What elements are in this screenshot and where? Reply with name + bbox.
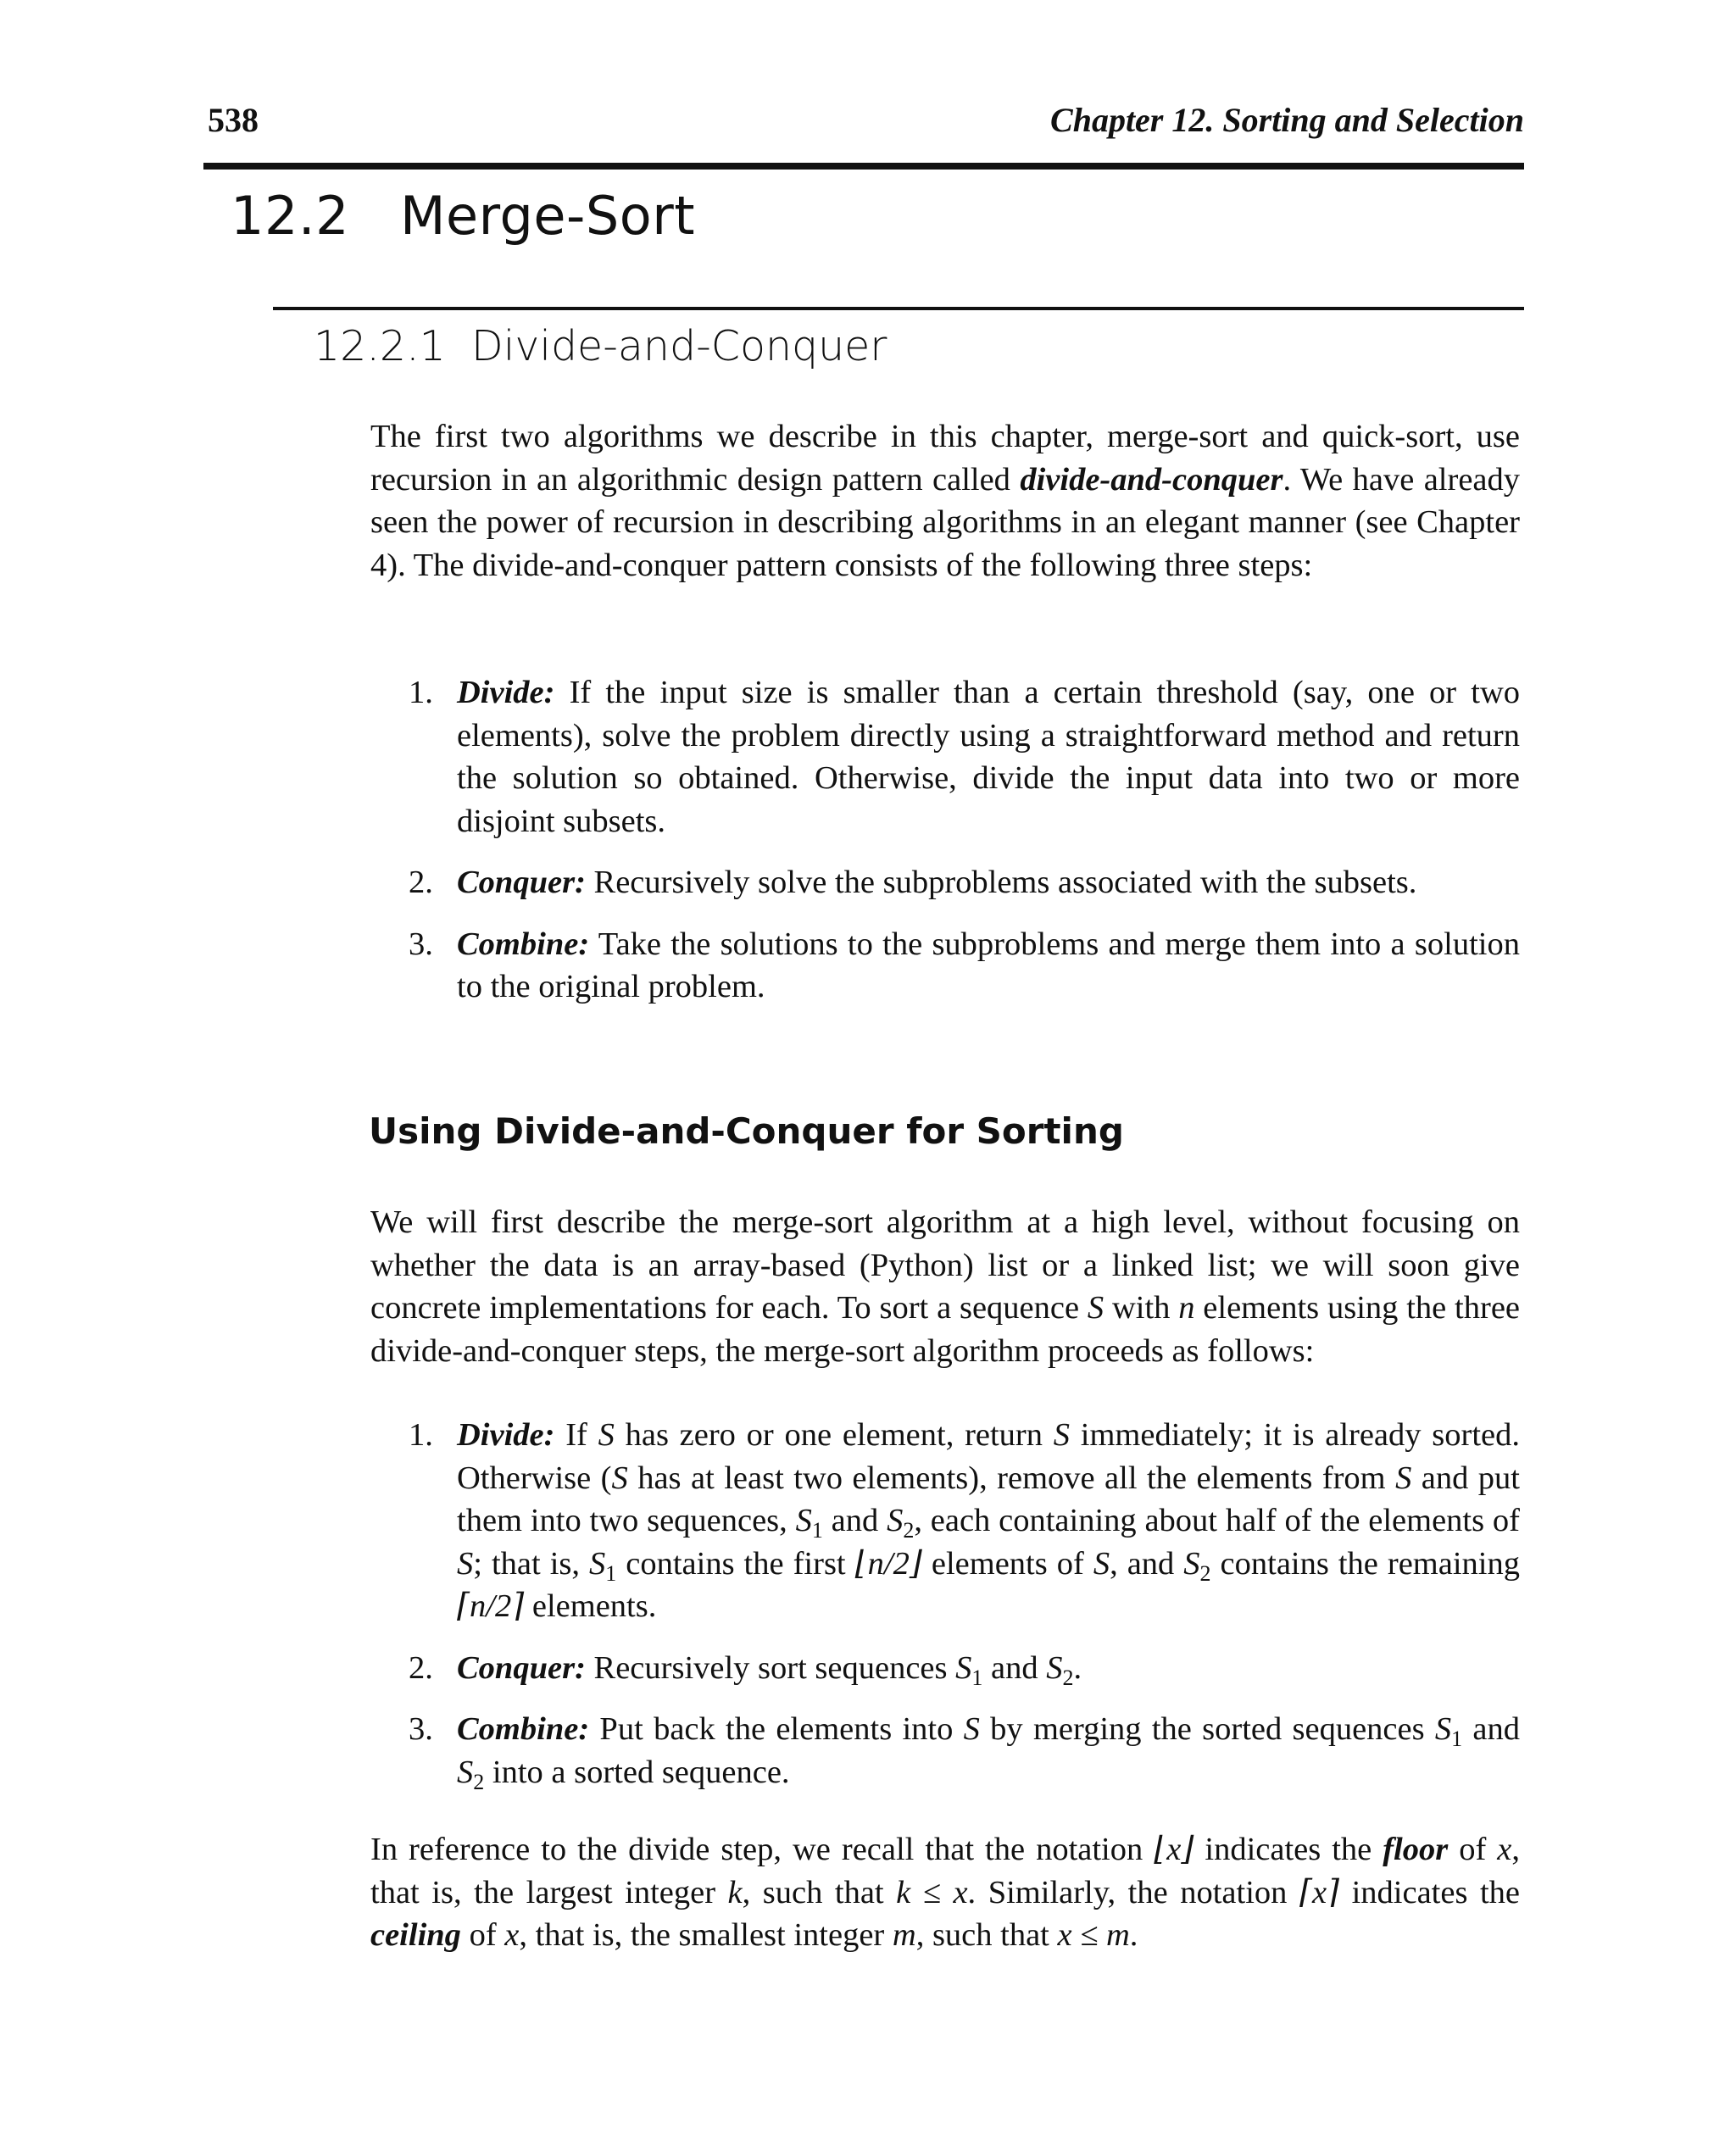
list-item: 3. Combine: Put back the elements into S by merging the sorted sequences $S_1$ and $S_2$ into a sorted sequence.	[409, 1708, 1520, 1793]
step-term: Divide:	[457, 675, 555, 710]
list-marker: 1.	[409, 675, 433, 710]
list-marker: 3.	[409, 1711, 433, 1747]
list-item: 1. Divide: If S has zero or one element, return S immediately; it is already sorted. Otherwise (S has at least two elements), remove all the elements from S and put them into two sequences, $S_1$ and $S_2$, each containing about half of the elements of S; that is, $S_1$ contains the first ⌊n/2⌋ elements of S, and $S_2$ contains the remaining ⌈n/2⌉ elements.	[409, 1414, 1520, 1628]
running-head: Chapter 12. Sorting and Selection	[1050, 101, 1524, 139]
list-marker: 1.	[409, 1417, 433, 1453]
subsection-title: Divide-and-Conquer	[471, 322, 887, 370]
notation-paragraph: In reference to the divide step, we recall that the notation ⌊x⌋ indicates the floor of x, that is, the largest integer k, such that k ≤ x. Similarly, the notation ⌈x⌉ indicates the ceiling of x, that is, the smallest integer m, such that x ≤ m.	[370, 1832, 1521, 1953]
section-heading	[231, 185, 695, 247]
merge-sort-steps	[409, 1414, 1520, 1812]
subsection-heading	[314, 322, 887, 370]
step-term: Combine:	[457, 926, 590, 962]
list-item: 1. Divide: If the input size is smaller than a certain threshold (say, one or two elements), solve the problem directly using a straightforward method and return the solution so obtained. Otherwise, divide the input data into two or more disjoint subsets.	[409, 671, 1520, 842]
list-item: 2. Conquer: Recursively sort sequences $S_1$ and $S_2$.	[409, 1647, 1520, 1690]
list-item: 3. Combine: Take the solutions to the subproblems and merge them into a solution to the original problem.	[409, 923, 1520, 1009]
intro-paragraph: The first two algorithms we describe in this chapter, merge-sort and quick-sort, use recursion in an algorithmic design pattern called divide-and-conquer. We have already seen the power of recursion in describing algorithms in an elegant manner (see Chapter 4). The divide-and-conquer pattern consists of the following three steps:	[370, 419, 1520, 583]
list-marker: 2.	[409, 1649, 433, 1686]
step-term: Conquer:	[457, 1649, 586, 1686]
sorting-intro-paragraph: We will first describe the merge-sort algorithm at a high level, without focusing on whether the data is an array-based (Python) list or a linked list; we will soon give concrete implementations for each. To sort a sequence S with n elements using the three divide-and-conquer steps, the merge-sort algorithm proceeds as follows:	[370, 1204, 1521, 1369]
paragraph-heading: Using Divide-and-Conquer for Sorting	[369, 1110, 1124, 1152]
list-item: 2. Conquer: Recursively solve the subproblems associated with the subsets.	[409, 861, 1520, 904]
divide-and-conquer-steps	[409, 671, 1520, 1027]
floor-n-over-2: ⌊n/2⌋	[854, 1545, 922, 1582]
ceil-n-over-2: ⌈n/2⌉	[457, 1588, 525, 1624]
ceil-x: ⌈x⌉	[1299, 1874, 1340, 1910]
header-rule	[203, 163, 1524, 170]
floor-x: ⌊x⌋	[1154, 1832, 1194, 1867]
list-marker: 3.	[409, 926, 433, 962]
section-title: Merge-Sort	[400, 185, 695, 247]
section-number: 12.2	[231, 185, 350, 247]
term-divide-and-conquer: divide-and-conquer	[1020, 461, 1283, 498]
step-term: Divide:	[457, 1417, 555, 1453]
list-marker: 2.	[409, 865, 433, 900]
step-term: Combine:	[457, 1711, 590, 1747]
subsection-rule	[273, 307, 1524, 310]
subsection-number: 12.2.1	[314, 322, 446, 370]
step-term: Conquer:	[457, 865, 586, 900]
page-number: 538	[208, 101, 259, 139]
term-ceiling: ceiling	[370, 1917, 461, 1953]
term-floor: floor	[1383, 1832, 1449, 1867]
